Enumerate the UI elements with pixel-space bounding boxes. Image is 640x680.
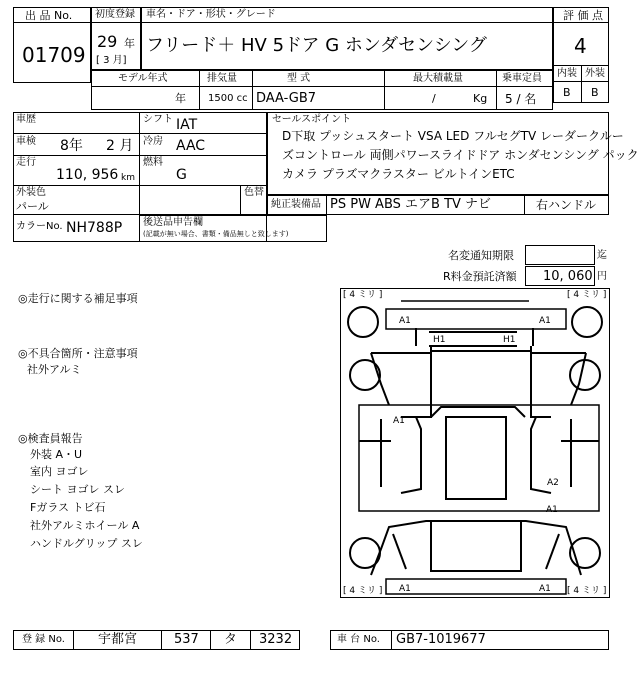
reg-kana: タ [224,632,238,647]
max-load-label: 最大積載量 [413,73,463,84]
sales-point-label: セールスポイント [272,114,352,125]
chassis-no: GB7-1019677 [396,632,486,647]
ext-color: パール [16,200,49,213]
equipment-label: 純正装備品 [271,199,321,210]
reg-class: 537 [174,632,199,647]
docs-label: 後送品申告欄 [143,217,203,228]
docs-note: (記載が無い場合、書類・備品無しと致します) [143,230,289,238]
sales-line-2: ズコントロール 両側パワースライドドア ホンダセンシング パック [282,148,639,162]
score-label: 評 価 点 [563,9,603,22]
vehicle-outline [341,289,611,599]
driving-notes-label: ◎走行に関する補足事項 [18,292,138,305]
equipment-items: PS PW ABS エアB TV ナビ [330,197,492,212]
ext-color-label: 外装色 [16,187,46,198]
fuel-label: 燃料 [143,157,163,168]
inspector-item: 室内 ヨゴレ [30,465,89,478]
history-label: 車歴 [16,114,36,125]
max-load-sep: / [432,92,436,105]
name-change-suffix: 迄 [597,250,607,261]
reg-place: 宇都宮 [98,632,138,647]
inspector-item: ハンドルグリップ スレ [30,537,143,550]
sales-line-1: D下取 プッシュスタート VSA LED フルセグTV レーダークルー [282,129,624,143]
recycle-amount: 10, 060 [543,269,593,284]
steering-side: 右ハンドル [536,198,597,212]
displacement: 1500 cc [208,93,248,104]
damage-rear-right: A1 [539,584,551,594]
reg-no-label: 登 録 No. [22,634,65,645]
car-name: フリード＋ HV 5ドア G ホンダセンシング [146,35,487,56]
shaken-month: 2 月 [106,138,134,154]
ac: AAC [176,138,206,154]
name-change-label: 名変通知期限 [448,249,514,262]
tread-rear-left: [ 4 ミリ ] [343,586,383,596]
shaken-label: 車検 [16,136,36,147]
reg-number: 3232 [259,632,293,647]
defect-item: 社外アルミ [27,363,82,376]
name-change-box [525,245,595,265]
mileage: 110, 956 [56,167,119,183]
tread-front-right: [ 4 ミリ ] [567,290,607,300]
damage-side-left: A1 [393,416,405,426]
damage-front-right: A1 [539,316,551,326]
recycle-unit: 円 [597,271,607,282]
capacity: 5 / 名 [505,92,537,106]
vehicle-diagram [340,288,610,598]
tread-front-left: [ 4 ミリ ] [343,290,383,300]
max-load-unit: Kg [473,92,488,105]
shift-label: シフト [143,114,173,125]
year-unit: 年 [124,37,135,50]
defect-notes-label: ◎不具合箇所・注意事項 [18,347,138,360]
tread-rear-right: [ 4 ミリ ] [567,586,607,596]
model-year-label: モデル年式 [118,73,168,84]
damage-side-right-mid: A2 [547,478,559,488]
displacement-label: 排気量 [207,73,237,84]
capacity-label: 乗車定員 [502,73,542,84]
inspector-item: 社外アルミホイール A [30,519,140,532]
exterior-grade: B [591,86,599,99]
ac-label: 冷房 [143,136,163,147]
damage-hood-right: H1 [503,335,516,345]
car-name-label: 車名・ドア・形状・グレード [146,9,276,20]
damage-side-right-top: A1 [546,505,558,515]
damage-rear-left: A1 [399,584,411,594]
first-reg-label: 初度登録 [95,9,135,20]
model-type: DAA-GB7 [256,91,317,106]
chassis-label: 車 台 No. [337,634,380,645]
score: 4 [574,34,587,58]
interior-label: 内装 [557,68,577,79]
first-reg-year: 29 [97,32,118,51]
model-year-unit: 年 [175,92,186,105]
mileage-unit: km [121,173,135,183]
color-change-label: 色替 [244,187,264,198]
mileage-label: 走行 [16,157,36,168]
inspector-label: ◎検査員報告 [18,432,83,445]
interior-grade: B [563,86,571,99]
shaken-year: 8年 [60,138,83,154]
color-no-label: カラーNo. [16,221,63,232]
type-label: 型 式 [287,73,311,84]
color-no: NH788P [66,220,123,236]
sales-line-3: カメラ プラズマクラスター ビルトインETC [282,167,515,181]
lot-no-label: 出 品 No. [25,9,73,22]
lot-no: 01709 [22,43,86,67]
inspector-item: シート ヨゴレ スレ [30,483,125,496]
shift: IAT [176,117,198,133]
inspector-item: Fガラス トビ石 [30,501,106,514]
fuel: G [176,167,187,183]
inspector-item: 外装 A・U [30,448,83,461]
exterior-label: 外装 [585,68,605,79]
first-reg-month: [ 3 月] [96,55,127,66]
recycle-label: R料金預託済額 [443,270,517,283]
damage-front-left: A1 [399,316,411,326]
damage-hood-left: H1 [433,335,446,345]
